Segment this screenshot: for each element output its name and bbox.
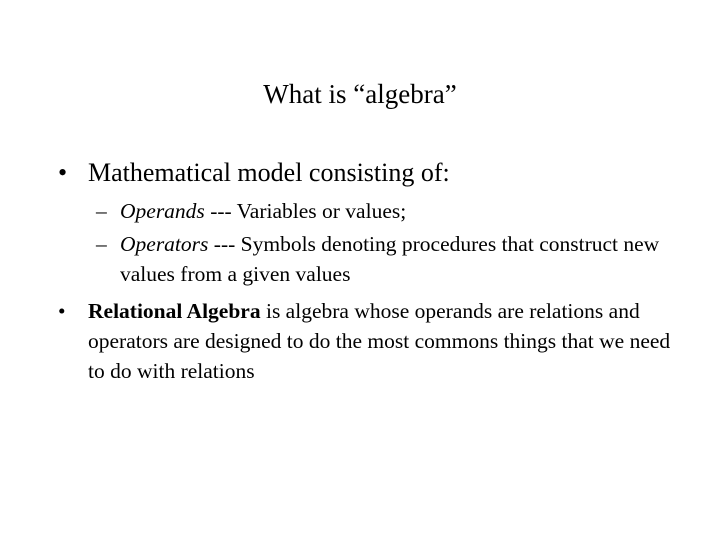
relational-algebra-description: is algebra whose operands are relations and operators are designed to do the most commons things that we need to do with relations bbox=[88, 299, 671, 383]
sub-bullet-operators bbox=[96, 229, 696, 289]
dash-marker: – bbox=[96, 232, 107, 256]
bullet-marker: • bbox=[58, 299, 66, 323]
slide-title bbox=[0, 76, 720, 112]
bullet-marker: • bbox=[58, 158, 68, 187]
sub-bullet-text bbox=[120, 229, 696, 289]
term-operands: Operands bbox=[120, 199, 205, 223]
dash-marker: – bbox=[96, 199, 107, 223]
term-relational-algebra: Relational Algebra bbox=[88, 299, 261, 323]
operators-description: --- Symbols denoting procedures that construct new values from a given values bbox=[120, 232, 660, 286]
operands-description: --- Variables or values; bbox=[204, 199, 407, 223]
slide-title-text: What is “algebra” bbox=[263, 79, 457, 109]
sub-bullet-text bbox=[120, 196, 696, 226]
sub-bullet-operands bbox=[96, 196, 696, 226]
bullet-text bbox=[88, 296, 678, 386]
bullet-mathematical-model bbox=[58, 156, 678, 190]
term-operators: Operators bbox=[120, 232, 209, 256]
bullet-relational-algebra bbox=[58, 296, 678, 386]
bullet-text: Mathematical model consisting of: bbox=[88, 158, 450, 187]
